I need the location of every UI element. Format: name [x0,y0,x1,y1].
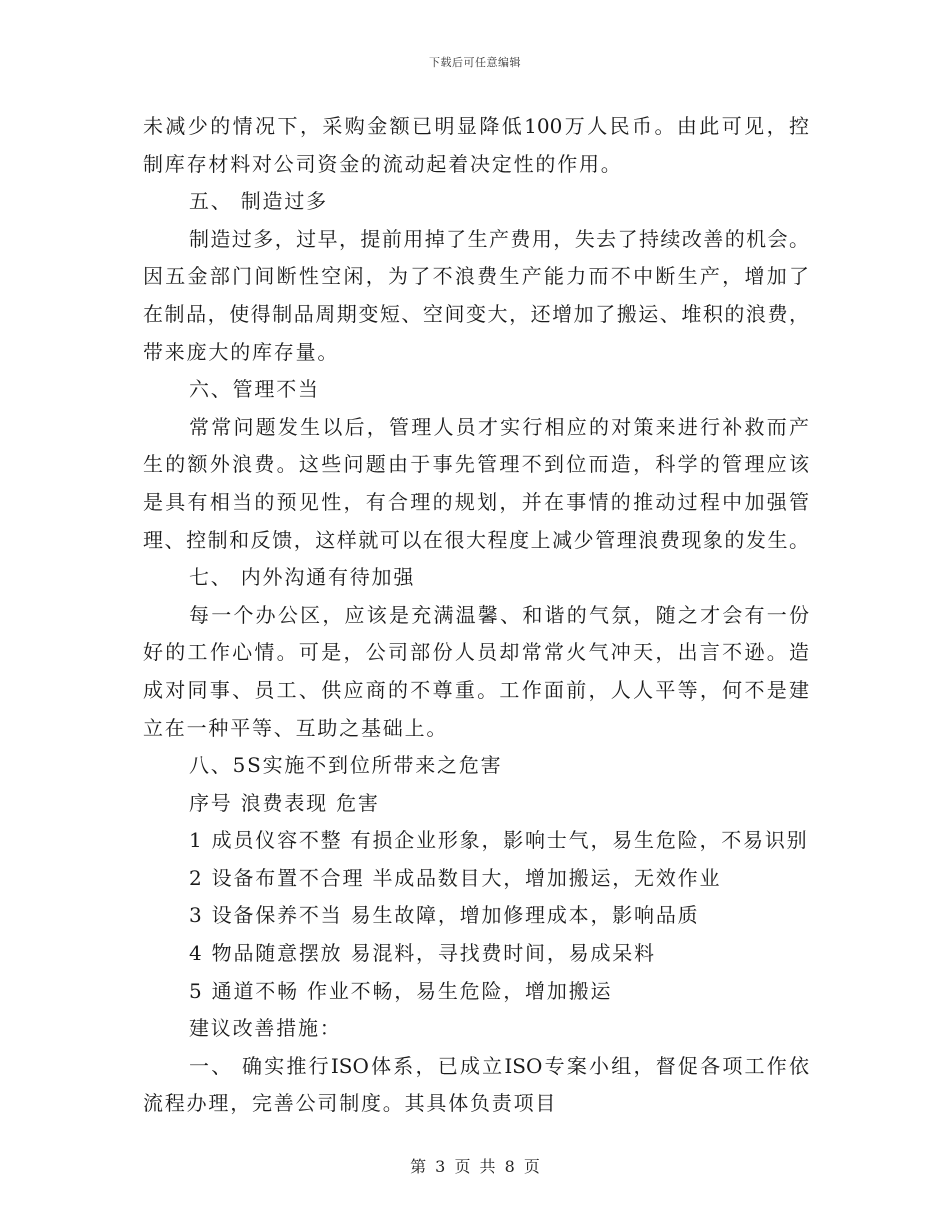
paragraph-line: 带来庞大的库存量。 [143,339,340,364]
paragraph-line: 制造过多，过早，提前用掉了生产费用，失去了持续改善的机会。 [189,226,809,251]
paragraph-line: 每一个办公区，应该是充满温馨、和谐的气氛，随之才会有一份 [189,602,809,627]
paragraph-line: 一、 确实推行ISO体系，已成立ISO专案小组，督促各项工作依 [189,1053,809,1078]
table-row-line: 3 设备保养不当 易生故障，增加修理成本，影响品质 [189,903,700,928]
page-header: 下载后可任意编辑 [429,56,521,69]
paragraph-line: 未减少的情况下，采购金额已明显降低100万人民币。由此可见，控 [143,114,809,138]
section-heading: 建议改善措施： [189,1016,342,1041]
table-row-line: 5 通道不畅 作业不畅，易生危险，增加搬运 [189,978,613,1003]
paragraph-line: 在制品，使得制品周期变短、空间变大，还增加了搬运、堆积的浪费， [143,301,809,326]
table-row-line: 4 物品随意摆放 易混料，寻找费时间，易成呆料 [189,941,656,966]
paragraph-line: 立在一种平等、互助之基础上。 [143,715,449,740]
paragraph-line: 因五金部门间断性空闲，为了不浪费生产能力而不中断生产，增加了 [143,264,809,289]
paragraph-line: 流程办理，完善公司制度。其具体负责项目 [143,1091,558,1116]
table-header-line: 序号 浪费表现 危害 [189,790,380,815]
paragraph-line: 是具有相当的预见性，有合理的规划，并在事情的推动过程中加强管 [143,489,809,514]
paragraph-line: 制库存材料对公司资金的流动起着决定性的作用。 [143,151,623,176]
paragraph-line: 理、控制和反馈，这样就可以在很大程度上减少管理浪费现象的发生。 [143,527,809,552]
document-body [143,108,809,1123]
paragraph-line: 成对同事、员工、供应商的不尊重。工作面前，人人平等，何不是建 [143,677,809,702]
table-row-line: 2 设备布置不合理 半成品数目大，增加搬运，无效作业 [189,865,722,890]
section-heading: 六、管理不当 [189,377,320,402]
paragraph-line: 生的额外浪费。这些问题由于事先管理不到位而造，科学的管理应该 [143,452,809,477]
section-heading: 五、 制造过多 [189,189,328,214]
section-heading: 七、 内外沟通有待加强 [189,565,416,590]
paragraph-line: 好的工作心情。可是，公司部份人员却常常火气冲天，出言不逊。造 [143,640,809,665]
paragraph-line: 常常问题发生以后，管理人员才实行相应的对策来进行补救而产 [189,414,809,439]
section-heading: 八、5S实施不到位所带来之危害 [189,753,503,778]
page-number: 第 3 页 共 8 页 [410,1157,540,1176]
table-row-line: 1 成员仪容不整 有损企业形象，影响士气，易生危险，不易识别 [189,828,809,853]
